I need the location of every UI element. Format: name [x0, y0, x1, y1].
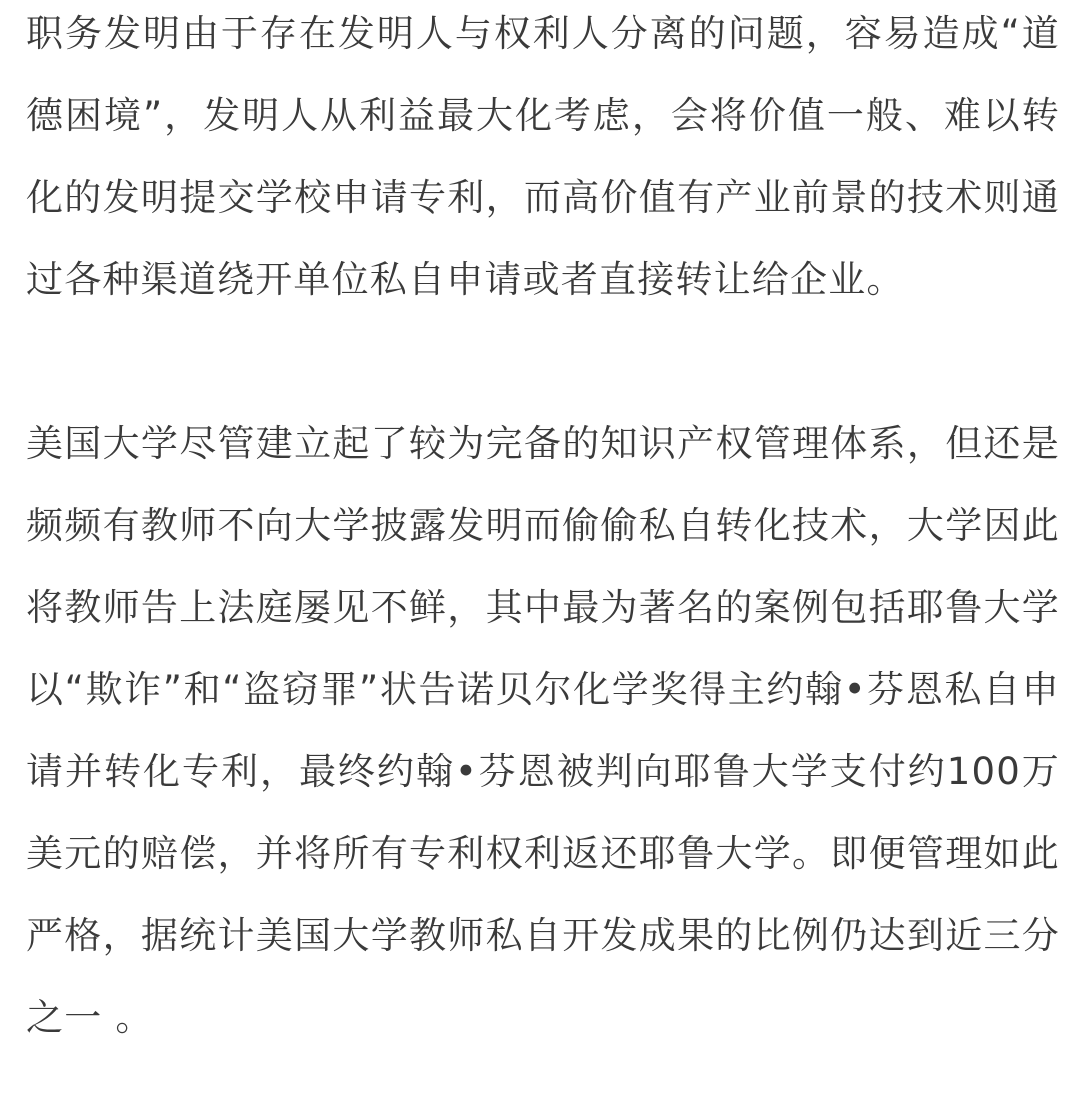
- article-body: [26, 0, 1060, 1059]
- paragraph-us-universities: 美国大学尽管建立起了较为完备的知识产权管理体系，但还是频频有教师不向大学披露发明而偷偷私自转化技术，大学因此将教师告上法庭屡见不鲜，其中最为著名的案例包括耶鲁大学以“欺诈”和“盗窃罪”状告诺贝尔化学奖得主约翰•芬恩私自申请并转化专利，最终约翰•芬恩被判向耶鲁大学支付约100万美元的赔偿，并将所有专利权利返还耶鲁大学。即便管理如此严格，据统计美国大学教师私自开发成果的比例仍达到近三分之一 。: [26, 422, 1060, 1039]
- paragraph-service-invention: 职务发明由于存在发明人与权利人分离的问题，容易造成“道德困境”，发明人从利益最大化考虑，会将价值一般、难以转化的发明提交学校申请专利，而高价值有产业前景的技术则通过各种渠道绕开单位私自申请或者直接转让给企业。: [26, 12, 1060, 301]
